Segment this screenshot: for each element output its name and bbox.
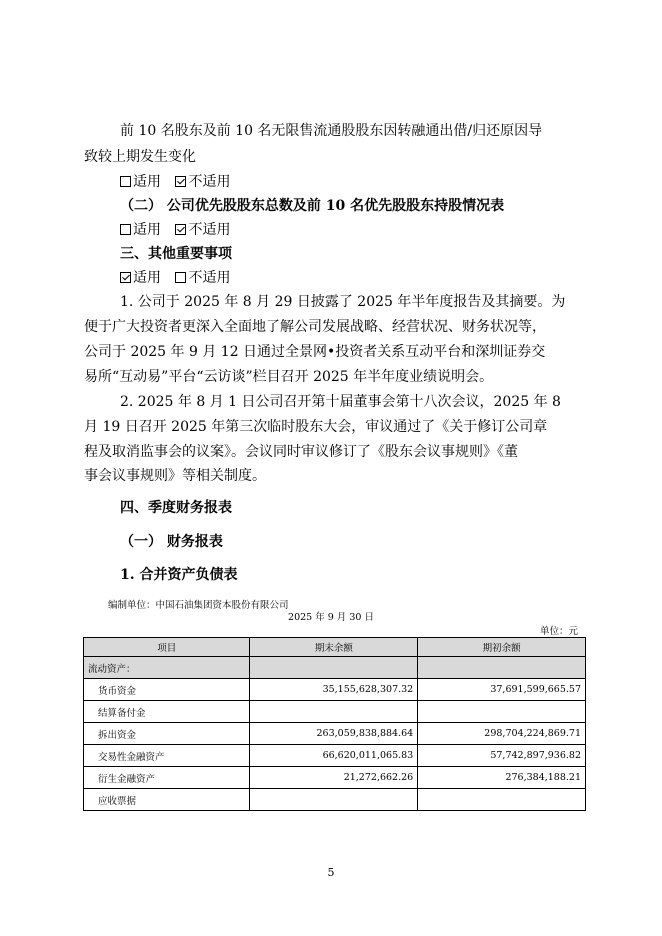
table-header-row	[84, 638, 586, 657]
row-item: 交易性金融资产	[84, 745, 250, 767]
paragraph-line: 便于广大投资者更深入全面地了解公司发展战略、经营状况、财务状况等，	[84, 319, 546, 335]
page-number: 5	[327, 866, 335, 879]
row-end: 263,059,838,884.64	[250, 723, 418, 745]
option-group	[120, 268, 240, 288]
paragraph-line: 2. 2025 年 8 月 1 日公司召开第十届董事会第十八次会议，2025 年 8	[120, 394, 561, 410]
section-heading: 三、其他重要事项	[120, 246, 232, 262]
option-group	[120, 220, 240, 240]
header-end-balance: 期末余额	[250, 638, 418, 657]
section-heading: （二） 公司优先股股东总数及前 10 名优先股股东持股情况表	[120, 198, 505, 214]
option-label: 不适用	[188, 174, 231, 190]
paragraph-line: 公司于 2025 年 9 月 12 日通过全景网•投资者关系互动平台和深圳证券交	[84, 344, 546, 360]
row-begin	[418, 789, 586, 811]
table-row	[84, 679, 586, 701]
checkbox-checked-icon	[175, 176, 186, 187]
paragraph-line: 程及取消监事会的议案》。会议同时审议修订了《股东会议事规则》《董	[84, 444, 518, 460]
table-section-row	[84, 657, 586, 679]
paragraph-line: 月 19 日召开 2025 年第三次临时股东大会，审议通过了《关于修订公司章	[84, 419, 548, 435]
row-end	[250, 789, 418, 811]
header-begin-balance: 期初余额	[418, 638, 586, 657]
section-heading: 1. 合并资产负债表	[120, 567, 238, 583]
checkbox-unchecked-icon	[120, 224, 131, 235]
checkbox-unchecked-icon	[175, 272, 186, 283]
paragraph-line: 1. 公司于 2025 年 8 月 29 日披露了 2025 年半年度报告及其摘要。为	[120, 294, 566, 310]
row-begin: 37,691,599,665.57	[418, 679, 586, 701]
paragraph-line: 事会议事规则》等相关制度。	[84, 468, 266, 484]
row-begin: 57,742,897,936.82	[418, 745, 586, 767]
option-label: 适用	[133, 222, 161, 238]
table-row	[84, 767, 586, 789]
row-item: 应收票据	[84, 789, 250, 811]
paragraph-line: 致较上期发生变化	[84, 149, 196, 165]
balance-sheet-table	[83, 637, 586, 811]
table-row	[84, 789, 586, 811]
table-row	[84, 745, 586, 767]
row-end	[250, 701, 418, 723]
header-item: 项目	[84, 638, 250, 657]
table-row	[84, 723, 586, 745]
checkbox-checked-icon	[175, 224, 186, 235]
row-end: 35,155,628,307.32	[250, 679, 418, 701]
option-label: 不适用	[188, 270, 231, 286]
table-row	[84, 701, 586, 723]
row-item: 拆出资金	[84, 723, 250, 745]
paragraph-line: 前 10 名股东及前 10 名无限售流通股股东因转融通出借/归还原因导	[120, 123, 543, 139]
option-label: 适用	[133, 174, 161, 190]
paragraph-line: 易所“互动易”平台“云访谈”栏目召开 2025 年半年度业绩说明会。	[84, 369, 494, 385]
section-heading: 四、季度财务报表	[120, 500, 232, 516]
checkbox-checked-icon	[120, 272, 131, 283]
row-item: 结算备付金	[84, 701, 250, 723]
section-label: 流动资产：	[84, 657, 250, 679]
row-end: 66,620,011,065.83	[250, 745, 418, 767]
row-begin: 276,384,188.21	[418, 767, 586, 789]
row-item: 货币资金	[84, 679, 250, 701]
row-begin: 298,704,224,869.71	[418, 723, 586, 745]
option-label: 不适用	[188, 222, 231, 238]
row-begin	[418, 701, 586, 723]
report-date: 2025 年 9 月 30 日	[288, 612, 374, 623]
row-end: 21,272,662.26	[250, 767, 418, 789]
section-heading: （一） 财务报表	[120, 534, 223, 550]
checkbox-unchecked-icon	[120, 176, 131, 187]
compiler-label: 编制单位：中国石油集团资本股份有限公司	[108, 600, 289, 611]
option-label: 适用	[133, 270, 161, 286]
row-item: 衍生金融资产	[84, 767, 250, 789]
option-group	[120, 172, 240, 192]
unit-label: 单位：元	[539, 626, 578, 637]
